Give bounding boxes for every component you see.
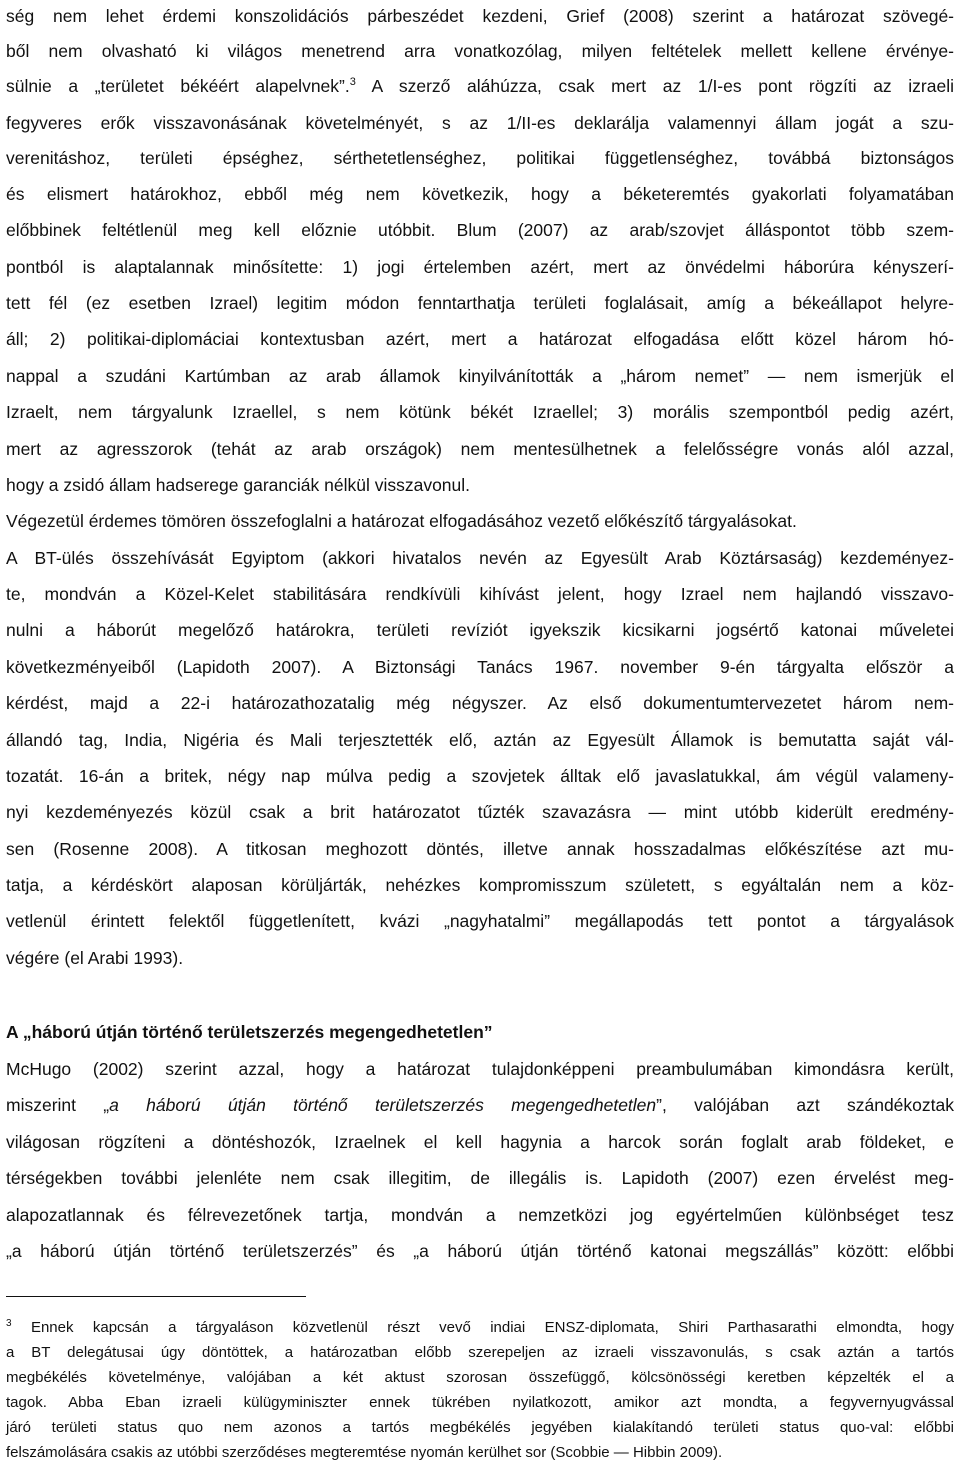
body-line: térségekben további jelenléte nem csak illegitim, de illegális is. Lapidoth (2007) ezen érvelést meg- — [6, 1168, 954, 1188]
body-line: sen (Rosenne 2008). A titkosan meghozott döntés, illetve annak hosszadalmas előkészítése azt mu- — [6, 839, 954, 859]
italic-quote: a háború útján történő területszerzés megengedhetetlen — [109, 1095, 657, 1115]
body-line: ség nem lehet érdemi konszolidációs párbeszédet kezdeni, Grief (2008) szerint a határozat szövegé- — [6, 6, 954, 26]
body-line: nyi kezdeményezés közül csak a brit határozatot tűzték szavazásra — mint utóbb kiderült eredmény- — [6, 802, 954, 822]
body-line: pontból is alaptalannak minősítette: 1) jogi értelemben azért, mert az önvédelmi háborúra kényszerí- — [6, 257, 954, 277]
body-line: Izraelt, nem tárgyalunk Izraellel, s nem kötünk békét Izraellel; 3) morális szempontból pedig azért, — [6, 402, 954, 422]
body-line: verenitáshoz, területi épséghez, sérthetetlenséghez, politikai függetlenséghez, továbbá biztonságos — [6, 148, 954, 168]
footnote-line: megbékélés követelménye, valójában a két aktust szorosan összefüggő, kölcsönösségi keretben képzelték el a — [6, 1369, 954, 1386]
footnote-line: a BT delegátusai úgy döntöttek, a határozatban előbb szerepeljen az izraeli visszavonulás, s csak aztán a tartós — [6, 1344, 954, 1361]
body-line: áll; 2) politikai-diplomáciai kontextusban azért, mert a határozat elfogadása előtt közel három hó- — [6, 329, 954, 349]
body-line: te, mondván a Közel-Kelet stabilitására rendkívüli kihívást jelent, hogy Izrael nem hajlandó visszavo- — [6, 584, 954, 604]
footnote-separator — [6, 1296, 306, 1297]
body-line: A BT-ülés összehívását Egyiptom (akkori hivatalos nevén az Egyesült Arab Köztársaság) kezdeményez- — [6, 548, 954, 568]
body-text: miszerint „ — [6, 1095, 110, 1115]
body-line: mert az agresszorok (tehát az arab országok) nem mentesülhetnek a felelősségre vonás alól azzal, — [6, 439, 954, 459]
body-text: A szerző aláhúzza, csak mert az 1/I-es pont rögzíti az izraeli — [371, 76, 954, 96]
footnote-text: Ennek kapcsán a tárgyaláson közvetlenül részt vevő indiai ENSZ-diplomata, Shiri Parthasarathi elmondta, hogy — [30, 1319, 954, 1336]
body-line: nappal a szudáni Kartúmban az arab államok kinyilvánították a „három nemet” — nem ismerjük el — [6, 366, 954, 386]
body-line: Végezetül érdemes tömören összefoglalni a határozat elfogadásához vezető előkészítő tárgyalásokat. — [6, 511, 797, 531]
body-line: állandó tag, India, Nigéria és Mali terjesztették elő, aztán az Egyesült Államok is bemutatta saját vál- — [6, 730, 954, 750]
footnote-line — [6, 1318, 954, 1338]
footnote-line: járó területi status quo nem azonos a tartós megbékélés jegyében kialakítandó területi status quo-val: előbbi — [6, 1419, 954, 1436]
body-line: tatja, a kérdéskört alaposan körüljárták, nehézkes kompromisszum született, s egyáltalán nem a köz- — [6, 875, 954, 895]
body-line: „a háború útján történő területszerzés” és „a háború útján történő katonai megszállás” között: előbbi — [6, 1241, 954, 1261]
footnote-marker: 3 — [6, 1318, 12, 1329]
body-line: hogy a zsidó állam hadserege garanciák nélkül visszavonul. — [6, 475, 471, 495]
body-line: tett fél (ez esetben Izrael) legitim módon fenntarthatja területi foglalásait, amíg a békeállapot helyre- — [6, 293, 954, 313]
body-line: vetlenül érintett felektől függetlenített, kvázi „nagyhatalmi” megállapodás tett pontot a tárgyalások — [6, 911, 954, 931]
body-text: ”, valójában azt szándékoztak — [656, 1095, 954, 1115]
body-line: ből nem olvasható ki világos menetrend arra vonatkozólag, milyen feltételek mellett kellene érvénye- — [6, 41, 954, 61]
body-line-with-footnote-ref — [6, 74, 954, 98]
body-line: végére (el Arabi 1993). — [6, 948, 184, 968]
body-line: kérdést, majd a 22-i határozathozatalig még négyszer. Az első dokumentumtervezetet három nem- — [6, 693, 954, 713]
body-line: McHugo (2002) szerint azzal, hogy a határozat tulajdonképpeni preambulumában kimondásra került, — [6, 1059, 954, 1079]
footnote-line: felszámolására csakis az utóbbi szerződéses megteremtése nyomán kerülhet sor (Scobbie — Hibbin 2009). — [6, 1444, 723, 1461]
body-line: előbbinek feltétlenül meg kell előznie utóbbit. Blum (2007) az arab/szovjet álláspontot több szem- — [6, 220, 954, 240]
body-line: következményeiből (Lapidoth 2007). A Biztonsági Tanács 1967. november 9-én tárgyalta először a — [6, 657, 954, 677]
body-line: világosan rögzíteni a döntéshozók, Izraelnek el kell hagynia a harcok során foglalt arab földeket, e — [6, 1132, 954, 1152]
body-line: tozatát. 16-án a britek, négy nap múlva pedig a szovjetek álltak elő javaslatukkal, ám végül valameny- — [6, 766, 954, 786]
body-line: nulni a háborút megelőző határokra, területi revíziót igyekszik kicsikarni jogsértő katonai műveletei — [6, 620, 954, 640]
body-line: alapozatlannak és félrevezetőnek tartja, mondván a nemzetközi jog egyértelműen különbséget tesz — [6, 1205, 954, 1225]
body-line: és elismert határokhoz, ebből még nem következik, hogy a béketeremtés gyakorlati folyamatában — [6, 184, 954, 204]
footnote-line: tagok. Abba Eban izraeli külügyminiszter ennek tükrében nyilatkozott, amikor azt mondta, a fegyvernyugvással — [6, 1394, 954, 1411]
section-heading: A „háború útján történő területszerzés megengedhetetlen” — [6, 1022, 493, 1042]
body-line: fegyveres erők visszavonásának követelményét, s az 1/II-es deklarálja valamennyi állam jogát a szu- — [6, 113, 954, 133]
body-text: sülnie a „területet békéért alapelvnek”. — [6, 76, 350, 96]
body-line-with-italic — [6, 1093, 954, 1117]
footnote-reference[interactable]: 3 — [349, 76, 356, 88]
